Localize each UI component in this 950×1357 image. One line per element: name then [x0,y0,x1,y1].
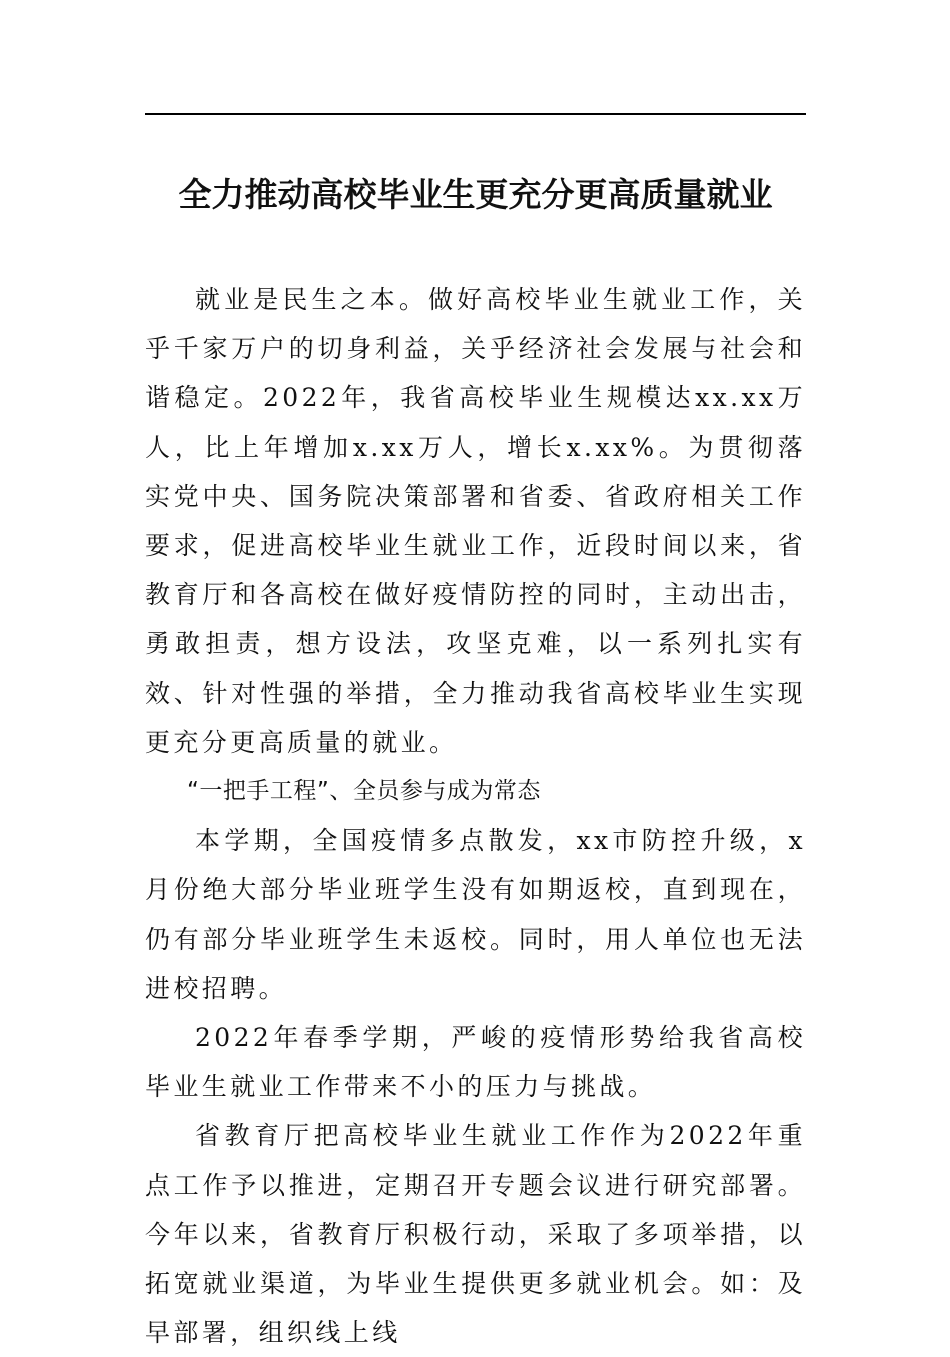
intro-paragraph: 就业是民生之本。做好高校毕业生就业工作，关乎千家万户的切身利益，关乎经济社会发展与社会和谐稳定。2022年，我省高校毕业生规模达xx.xx万人，比上年增加x.xx万人，增长x.xx%。为贯彻落实党中央、国务院决策部署和省委、省政府相关工作要求，促进高校毕业生就业工作，近段时间以来，省教育厅和各高校在做好疫情防控的同时，主动出击，勇敢担责，想方设法，攻坚克难，以一系列扎实有效、针对性强的举措，全力推动我省高校毕业生实现更充分更高质量的就业。 [145,285,806,757]
document-body [145,275,806,1357]
body-paragraph-epidemic: 本学期，全国疫情多点散发，xx市防控升级，x月份绝大部分毕业班学生没有如期返校，直到现在，仍有部分毕业班学生未返校。同时，用人单位也无法进校招聘。 [145,826,806,1003]
body-paragraph-spring-term: 2022年春季学期，严峻的疫情形势给我省高校毕业生就业工作带来不小的压力与挑战。 [145,1023,806,1102]
section-heading: “一把手工程”、全员参与成为常态 [187,778,541,805]
body-paragraph-measures: 省教育厅把高校毕业生就业工作作为2022年重点工作予以推进，定期召开专题会议进行研究部署。今年以来，省教育厅积极行动，采取了多项举措，以拓宽就业渠道，为毕业生提供更多就业机会。如：及早部署，组织线上线 [145,1121,806,1348]
header-rule [145,113,806,115]
document-title: 全力推动高校毕业生更充分更高质量就业 [178,175,773,214]
